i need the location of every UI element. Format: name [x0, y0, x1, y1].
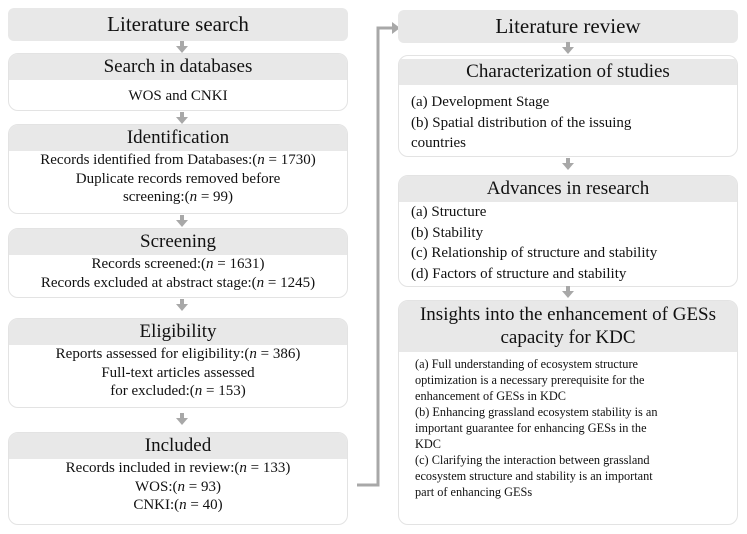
insights-item: KDC: [415, 437, 441, 451]
included-box: [8, 432, 348, 525]
eligibility-line-3: for excluded:(n = 153): [110, 383, 246, 399]
eligibility-header: Eligibility: [9, 319, 347, 345]
characterization-header: Characterization of studies: [399, 59, 737, 85]
insights-item: part of enhancing GESs: [415, 485, 533, 499]
advances-box: [398, 175, 738, 287]
included-line-1: Records included in review:(n = 133): [65, 460, 291, 476]
insights-item: (a) Full understanding of ecosystem structure: [415, 357, 638, 371]
advances-item: (c) Relationship of structure and stability: [411, 245, 658, 261]
identification-header: Identification: [9, 125, 347, 151]
included-line-2: WOS:(n = 93): [135, 478, 221, 495]
advances-item: (b) Stability: [411, 224, 484, 241]
identification-line-1: Records identified from Databases:(n = 1730): [40, 152, 316, 168]
insights-header: Insights into the enhancement of GESs capacity for KDC: [399, 301, 737, 352]
arrow-down-icon: [176, 46, 188, 53]
insights-item: (c) Clarifying the interaction between grassland: [415, 453, 650, 467]
search-text: WOS and CNKI: [128, 88, 228, 104]
insights-item: (b) Enhancing grassland ecosystem stability is an: [415, 405, 658, 419]
literature-review-title: Literature review: [398, 10, 738, 43]
advances-header: Advances in research: [399, 176, 737, 202]
arrow-down-icon: [176, 418, 188, 425]
insights-box: [398, 300, 738, 525]
arrow-down-icon: [176, 304, 188, 311]
screening-line-1: Records screened:(n = 1631): [91, 256, 265, 272]
search-box: [8, 53, 348, 111]
eligibility-line-1: Reports assessed for eligibility:(n = 386): [55, 346, 301, 362]
characterization-item: countries: [411, 135, 466, 151]
arrow-down-icon: [562, 47, 574, 54]
insights-item: ecosystem structure and stability is an important: [415, 469, 653, 483]
included-line-3: CNKI:(n = 40): [133, 497, 223, 513]
insights-item: important guarantee for enhancing GESs in the: [415, 421, 647, 435]
search-header: Search in databases: [9, 54, 347, 80]
eligibility-line-2: Full-text articles assessed: [101, 364, 255, 381]
insights-item: optimization is a necessary prerequisite for the: [415, 373, 645, 387]
screening-line-2: Records excluded at abstract stage:(n = 1245): [40, 274, 316, 291]
characterization-item: (a) Development Stage: [411, 94, 550, 110]
screening-header: Screening: [9, 229, 347, 255]
insights-item: enhancement of GESs in KDC: [415, 389, 566, 403]
advances-item: (a) Structure: [411, 204, 487, 220]
included-header: Included: [9, 433, 347, 459]
arrow-down-icon: [176, 220, 188, 227]
characterization-box: [398, 55, 738, 157]
arrow-down-icon: [176, 117, 188, 124]
identification-box: [8, 124, 348, 214]
arrow-down-icon: [562, 163, 574, 170]
arrow-down-icon: [562, 291, 574, 298]
screening-box: [8, 228, 348, 298]
identification-line-3: screening:(n = 99): [122, 189, 234, 205]
eligibility-box: [8, 318, 348, 408]
literature-search-title: Literature search: [8, 8, 348, 41]
identification-line-2: Duplicate records removed before: [75, 170, 281, 187]
advances-item: (d) Factors of structure and stability: [411, 265, 627, 282]
characterization-item: (b) Spatial distribution of the issuing: [411, 114, 632, 131]
